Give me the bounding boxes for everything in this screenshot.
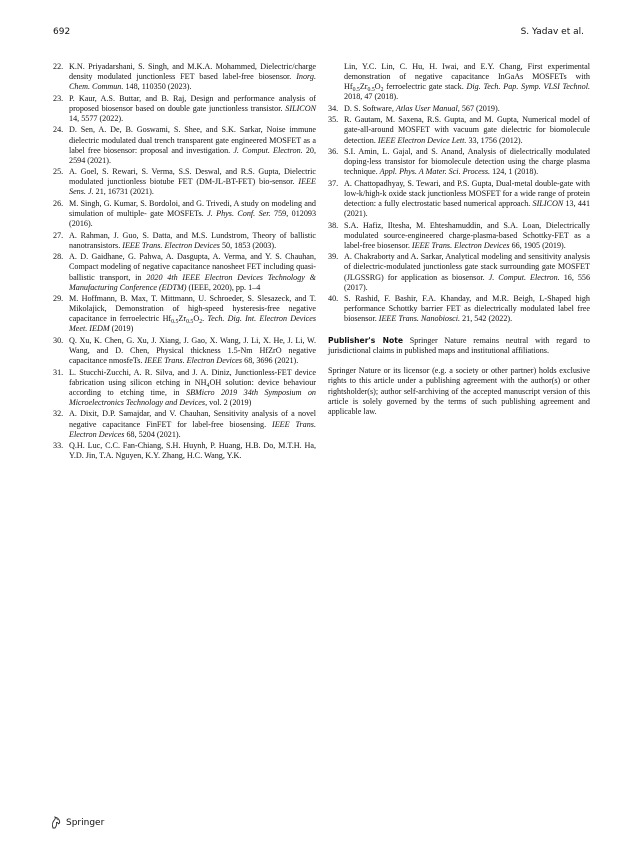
subscript: 4 <box>206 382 210 389</box>
publisher-note-text: Springer Nature remains neutral with regard to jurisdictional claims in published maps and institutional affiliations. <box>328 336 590 356</box>
rights-paragraph: Springer Nature or its licensor (e.g. a society or other partner) holds exclusive rights to this article under a publishing agreement with the author(s) or other rightsholder(s); author self-archiving of the accepted manuscript version of this article is solely governed by the terms of such publishing agreement and applicable law. <box>328 366 590 416</box>
reference-number: 22. <box>53 62 64 71</box>
reference-33-continuation <box>344 62 590 101</box>
reference-text: 124, 1 (2018). <box>490 167 539 177</box>
reference-text: A. D. Gaidhane, G. Pahwa, A. Dasgupta, A. Verma, and Y. S. Chauhan, Compact modeling of negative capacitance nanosheet FET including quasi-ballistic transport, in <box>69 252 316 282</box>
subscript: 2 <box>199 319 203 326</box>
reference-number: 40. <box>328 294 339 304</box>
reference-number: 32. <box>53 409 64 419</box>
reference-text: 759, 012093 (2016). <box>69 209 316 229</box>
reference-item <box>53 94 316 124</box>
reference-text: 13, 441 (2021). <box>344 198 591 219</box>
reference-text: . <box>202 314 208 324</box>
reference-number: 27. <box>53 230 64 240</box>
reference-text: 20, 2594 (2021). <box>69 145 316 165</box>
reference-text: A. Rahman, J. Guo, S. Datta, and M.S. Lundstrom, Theory of ballistic nanotransistors. <box>69 230 316 250</box>
reference-number: 25. <box>53 167 64 177</box>
reference-item <box>328 104 590 114</box>
reference-number: 33. <box>53 441 64 451</box>
reference-number: 28. <box>53 252 64 262</box>
reference-number: 37. <box>328 178 339 188</box>
journal-title: IEEE Electron Device Lett. <box>377 135 467 145</box>
subscript: 0.5 <box>352 86 360 93</box>
reference-text: 16, 556 (2017). <box>344 272 591 292</box>
reference-item <box>328 179 590 219</box>
reference-text: R. Gautam, M. Saxena, R.S. Gupta, and M. Gupta, Numerical model of gate-all-around MOSFET with vacuum gate dielectric for biomolecule detection. <box>344 115 590 145</box>
reference-text: OH solution: device behaviour according to etching time, in <box>69 377 316 397</box>
reference-text: 148, 110350 (2023). <box>123 82 192 92</box>
reference-text: , vol. 2 (2019) <box>205 397 252 407</box>
reference-text: 68, 3696 (2021). <box>242 356 299 366</box>
journal-title: SBMicro 2019 34th Symposium on Microelectronics Technology and Devices <box>69 387 316 407</box>
publisher-note <box>328 336 590 356</box>
reference-item <box>53 252 316 292</box>
publisher-name: Springer <box>66 817 105 828</box>
reference-item <box>328 294 590 324</box>
reference-number: 34. <box>328 103 339 113</box>
page-number: 692 <box>53 27 71 37</box>
reference-text: D. Sen, A. De, B. Goswami, S. Shee, and S.K. Sarkar, Noise immune dielectric modulated dual trench transparent gate engineered MOSFET as a label free biosensor: proposal and investigation. <box>69 125 316 155</box>
journal-title: IEEE Trans. Electron Devices <box>69 419 316 439</box>
reference-text: Q.H. Luc, C.C. Fan-Chiang, S.H. Huynh, P. Huang, H.B. Do, M.T.H. Ha, Y.D. Jin, T.A. Nguyen, K.Y. Zhang, H.C. Wang, Y.K. <box>69 441 316 461</box>
journal-title: SILICON <box>532 198 564 208</box>
reference-text: Lin, Y.C. Lin, C. Hu, H. Iwai, and E.Y. Chang, First experimental demonstration of negative capacitance InGaAs MOSFETs with Hf <box>344 62 590 92</box>
journal-title: Dig. Tech. Pap. Symp. VLSI Technol. <box>466 82 590 92</box>
reference-text: A. Goel, S. Rewari, S. Verma, S.S. Deswal, and R.S. Gupta, Dielectric modulated junctionless biotube FET (DM-JL-BT-FET) bio-sensor. <box>69 167 316 187</box>
subscript: 0.5 <box>171 319 179 326</box>
reference-text: 66, 1905 (2019). <box>509 240 566 250</box>
subscript: 0.5 <box>367 86 375 93</box>
reference-text: P. Kaur, A.S. Buttar, and B. Raj, Design and performance analysis of proposed biosensor based on double gate junctionless transistor. <box>69 93 316 113</box>
reference-text: 2018, 47 (2018). <box>344 92 399 102</box>
reference-number: 30. <box>53 335 64 345</box>
reference-text: D. S. Software, <box>344 103 396 113</box>
journal-title: IEEE Trans. Electron Devices <box>411 240 510 250</box>
publisher-note-label: Publisher's Note <box>328 336 403 346</box>
reference-number: 24. <box>53 125 64 135</box>
journal-title: J. Comput. Electron. <box>233 145 303 155</box>
reference-item <box>53 368 316 408</box>
reference-text: A. Chakraborty and A. Sarkar, Analytical modeling and sensitivity analysis of dielectric-modulated junctionless gate stack surrounding gate MOSFET (JLGSSRG) for application as biosensor. <box>344 252 590 282</box>
reference-text: A. Dixit, D.P. Samajdar, and V. Chauhan, Sensitivity analysis of a novel negative capacitance FinFET for label-free biosensing. <box>69 409 316 429</box>
footer <box>50 816 104 829</box>
reference-text: 14, 5577 (2022). <box>69 113 124 123</box>
reference-number: 36. <box>328 147 339 157</box>
reference-text: A. Chattopadhyay, S. Tewari, and P.S. Gupta, Dual-metal double-gate with low-k/high-k oxide stack junctionless MOSFET for a wide range of protein detection: a fully electrostatic based numerical approach. <box>344 178 590 208</box>
reference-text: K.N. Priyadarshani, S. Singh, and M.K.A. Mohammed, Dielectric/charge density modulated junctionless FET based label-free biosensor. <box>69 62 316 82</box>
journal-title: Inorg. Chem. Commun. <box>69 72 316 92</box>
reference-text: ferroelectric gate stack. <box>383 82 467 92</box>
reference-item <box>328 221 590 251</box>
journal-title: Tech. Dig. Int. Electron Devices Meet. IEDM <box>69 314 316 334</box>
reference-list-right <box>328 104 590 325</box>
reference-item <box>53 199 316 229</box>
journal-title: 2020 4th IEEE Electron Devices Technology & Manufacturing Conference (EDTM) <box>69 272 316 292</box>
reference-item <box>53 336 316 366</box>
reference-number: 29. <box>53 294 64 304</box>
reference-text: O <box>374 82 381 92</box>
reference-item <box>53 409 316 439</box>
reference-number: 35. <box>328 115 339 125</box>
reference-item <box>53 231 316 251</box>
journal-title: J. Phys. Conf. Ser. <box>207 209 271 219</box>
journal-title: SILICON <box>285 103 316 113</box>
reference-text: M. Hoffmann, B. Max, T. Mittmann, U. Schroeder, S. Slesazeck, and T. Mikolajick, Demonstration of high-speed hysteresis-free negative capacitance in ferroelectric Hf <box>69 294 316 324</box>
reference-text: S.A. Hafiz, Iltesha, M. Ehteshamuddin, and S.A. Loan, Dielectrically modulated source-engineered charge-plasma-based Schottky-FET as a label-free biosensor. <box>344 220 590 250</box>
journal-title: IEEE Trans. Electron Devices <box>144 356 243 366</box>
reference-number: 26. <box>53 198 64 208</box>
springer-horse-icon <box>50 816 62 829</box>
reference-number: 23. <box>53 93 64 103</box>
reference-text: S. Rashid, F. Bashir, F.A. Khanday, and M.R. Beigh, L-Shaped high performance Schottky barrier FET as dielectrically modulated label free biosensor. <box>344 294 590 324</box>
reference-item <box>53 294 316 334</box>
journal-title: Appl. Phys. A Mater. Sci. Process. <box>379 167 491 177</box>
reference-text: (2019) <box>109 324 134 334</box>
journal-title: IEEE Trans. Electron Devices <box>122 240 220 250</box>
reference-text: 68, 5204 (2021). <box>124 429 181 439</box>
reference-text: Q. Xu, K. Chen, G. Xu, J. Xiang, J. Gao, X. Wang, J. Li, X. He, J. Li, W. Wang, and D. Chen, Physical thickness 1.5-Nm HfZrO negative capacitance nmosfeTs. <box>69 335 316 366</box>
reference-text: Zr <box>178 314 187 324</box>
reference-item <box>328 147 590 177</box>
reference-number: 39. <box>328 252 339 262</box>
reference-text: 33, 1756 (2012). <box>466 135 523 145</box>
journal-title: J. Comput. Electron. <box>488 272 560 282</box>
reference-text: 21, 542 (2022). <box>460 314 513 324</box>
reference-item <box>328 252 590 292</box>
reference-item <box>53 441 316 461</box>
reference-text: 50, 1853 (2003). <box>219 240 277 250</box>
reference-text: M. Singh, G. Kumar, S. Bordoloi, and G. Trivedi, A study on modeling and simulation of multiple- gate MOSFETs. <box>69 198 316 219</box>
reference-text: O <box>193 314 200 324</box>
reference-text: (IEEE, 2020), pp. 1–4 <box>186 282 261 292</box>
journal-title: IEEE Sens. J. <box>69 177 316 197</box>
reference-number: 38. <box>328 220 339 230</box>
reference-text: L. Stucchi-Zucchi, A. R. Silva, and J. A. Diniz, Junctionless-FET device fabrication using silicon etching in NH <box>69 367 316 387</box>
reference-item <box>53 167 316 197</box>
reference-item <box>53 62 316 92</box>
references-column-left <box>53 62 316 463</box>
reference-text: 21, 16731 (2021). <box>93 187 154 197</box>
references-column-right <box>328 62 590 417</box>
reference-text: Zr <box>359 82 368 92</box>
reference-item <box>328 115 590 145</box>
journal-title: IEEE Trans. Nanobiosci. <box>378 314 461 324</box>
reference-list-left <box>53 62 316 461</box>
reference-item <box>53 125 316 165</box>
reference-continuation <box>328 62 590 102</box>
reference-number: 31. <box>53 367 64 377</box>
journal-title: Atlas User Manual <box>395 103 458 113</box>
reference-text: S.I. Amin, L. Gajal, and S. Anand, Analysis of dielectrically modulated doping-less transistor for biomolecule detection using the charge plasma technique. <box>344 147 590 177</box>
running-head-authors: S. Yadav et al. <box>520 27 584 37</box>
subscript: 0.5 <box>186 319 194 326</box>
subscript: 2 <box>380 86 384 93</box>
reference-text: , 567 (2019). <box>457 103 500 113</box>
